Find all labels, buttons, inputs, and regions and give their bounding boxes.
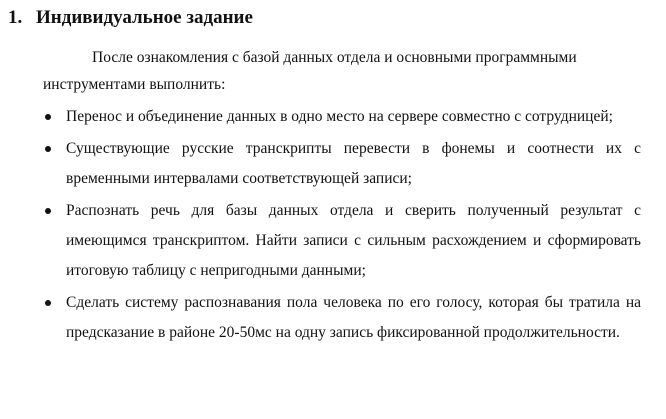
- list-item: [66, 288, 641, 348]
- bullet-icon: [45, 208, 51, 214]
- bullet-icon: [45, 114, 51, 120]
- list-item-text: Распознать речь для базы данных отдела и сверить полученный результат с имеющимся транскриптом. Найти записи с сильным расхождением и сформировать итоговую таблицу с непригодными данными;: [66, 202, 641, 279]
- list-item: [66, 134, 641, 194]
- list-item: [66, 196, 641, 286]
- bullet-icon: [45, 146, 51, 152]
- section-number: 1.: [8, 7, 23, 28]
- section-heading: [8, 4, 253, 32]
- list-item-text: Сделать систему распознавания пола человека по его голосу, которая бы тратила на предсказание в районе 20-50мс на одну запись фиксированной продолжительности.: [66, 294, 641, 341]
- intro-line-2: инструментами выполнить:: [43, 76, 226, 93]
- list-item-text: Существующие русские транскрипты перевести в фонемы и соотнести их с временными интервалами соответствующей записи;: [66, 140, 641, 187]
- list-item: [66, 102, 641, 132]
- list-item-text: Перенос и объединение данных в одно место на сервере совместно с сотрудницей;: [66, 108, 613, 125]
- intro-line-1: После ознакомления с базой данных отдела и основными программными: [92, 49, 577, 66]
- intro-paragraph: [43, 44, 653, 98]
- section-title: Индивидуальное задание: [36, 7, 253, 28]
- bullet-icon: [45, 300, 51, 306]
- task-list: [66, 102, 641, 350]
